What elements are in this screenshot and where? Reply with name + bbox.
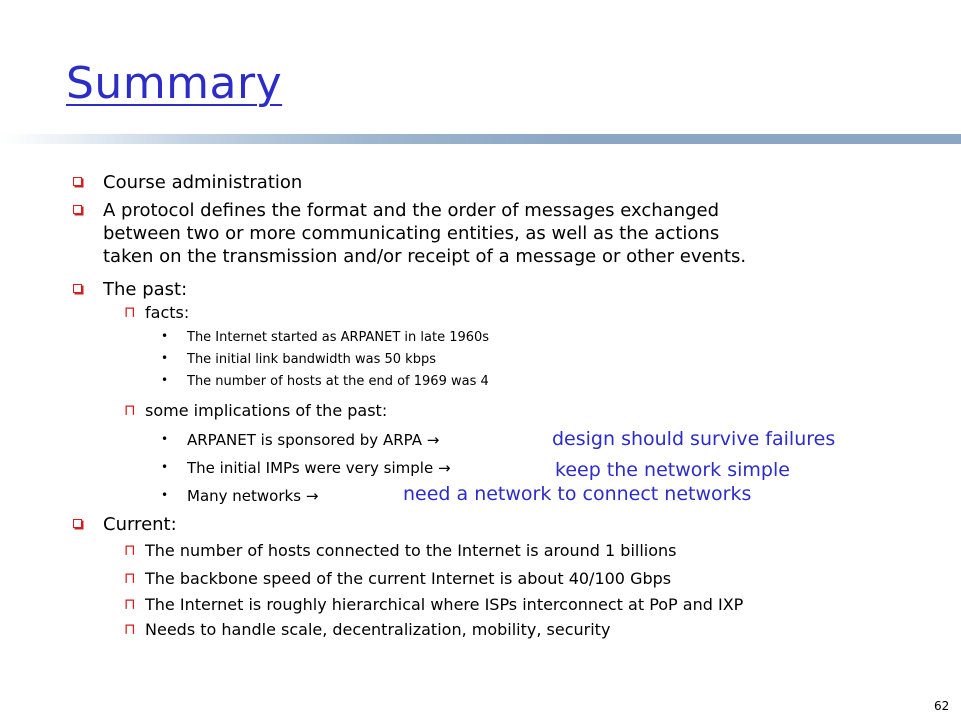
m-bullet-icon: ⊓ xyxy=(124,569,136,587)
implication-item-2 xyxy=(187,459,451,477)
bullet-current: Current: xyxy=(103,514,177,535)
bullet-the-past: The past: xyxy=(103,279,188,300)
fact-item-3: The number of hosts at the end of 1969 was 4 xyxy=(187,374,489,389)
square-bullet-icon xyxy=(73,519,82,528)
implication-item-1 xyxy=(187,431,439,449)
right-arrow-icon: → xyxy=(426,431,440,449)
dot-bullet-icon: • xyxy=(161,351,169,365)
current-item-4: Needs to handle scale, decentralization, mobility, security xyxy=(145,620,611,639)
fact-item-1: The Internet started as ARPANET in late 1960s xyxy=(187,330,490,345)
dot-bullet-icon: • xyxy=(161,432,169,446)
implication-text-1: ARPANET is sponsored by ARPA xyxy=(187,431,422,449)
right-arrow-icon: → xyxy=(305,487,319,505)
current-item-3: The Internet is roughly hierarchical where ISPs interconnect at PoP and IXP xyxy=(145,595,744,614)
m-bullet-icon: ⊓ xyxy=(124,541,136,559)
implication-item-3 xyxy=(187,487,318,505)
sub-bullet-implications: some implications of the past: xyxy=(145,401,388,420)
right-arrow-icon: → xyxy=(437,459,451,477)
bullet-protocol-line-3: taken on the transmission and/or receipt of a message or other events. xyxy=(103,246,747,267)
bullet-course-admin: Course administration xyxy=(103,172,303,193)
square-bullet-icon xyxy=(73,284,82,293)
dot-bullet-icon: • xyxy=(161,373,169,387)
dot-bullet-icon: • xyxy=(161,329,169,343)
slide-title: Summary xyxy=(66,58,283,109)
dot-bullet-icon: • xyxy=(161,460,169,474)
implication-note-3: need a network to connect networks xyxy=(403,483,752,505)
implication-text-2: The initial IMPs were very simple xyxy=(187,459,434,477)
square-bullet-icon xyxy=(73,205,82,214)
implication-note-1: design should survive failures xyxy=(552,428,836,450)
sub-bullet-facts: facts: xyxy=(145,303,190,322)
current-item-2: The backbone speed of the current Internet is about 40/100 Gbps xyxy=(145,569,672,588)
m-bullet-icon: ⊓ xyxy=(124,401,136,419)
page-number: 62 xyxy=(934,699,950,713)
implication-text-3: Many networks xyxy=(187,487,302,505)
bullet-protocol-line-2: between two or more communicating entities, as well as the actions xyxy=(103,223,720,244)
title-divider-bar xyxy=(0,134,961,144)
m-bullet-icon: ⊓ xyxy=(124,303,136,321)
square-bullet-icon xyxy=(73,177,82,186)
dot-bullet-icon: • xyxy=(161,488,169,502)
implication-note-2: keep the network simple xyxy=(555,459,790,481)
m-bullet-icon: ⊓ xyxy=(124,620,136,638)
m-bullet-icon: ⊓ xyxy=(124,595,136,613)
current-item-1: The number of hosts connected to the Internet is around 1 billions xyxy=(145,541,677,560)
fact-item-2: The initial link bandwidth was 50 kbps xyxy=(187,352,436,367)
bullet-protocol-line-1: A protocol defines the format and the order of messages exchanged xyxy=(103,200,720,221)
